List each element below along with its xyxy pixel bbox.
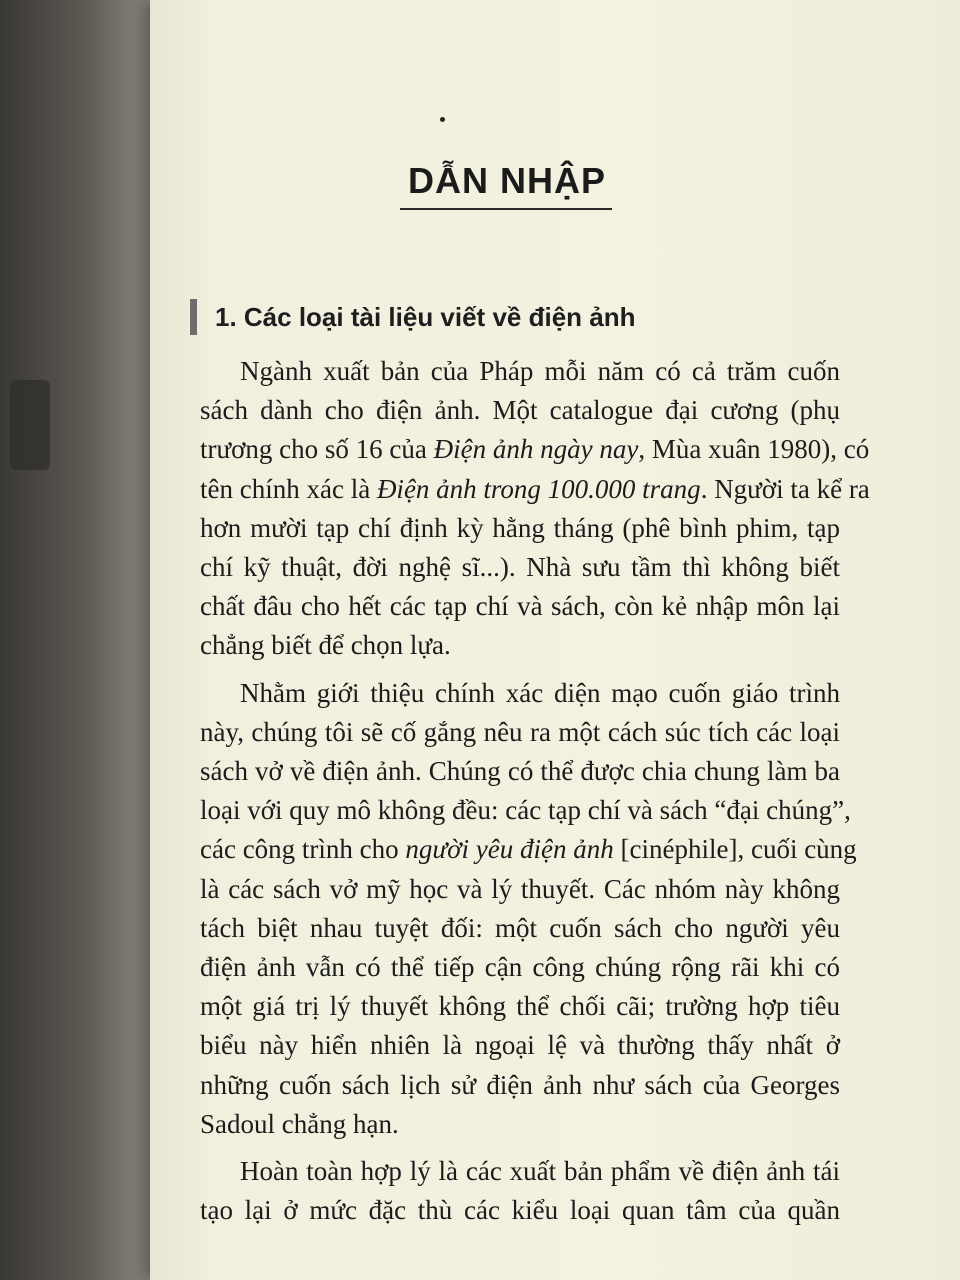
- text-run: biểu này hiển nhiên là ngoại lệ và thường thấy nhất ở: [200, 1030, 840, 1061]
- book-page: [150, 0, 960, 1280]
- ink-dot: [440, 117, 445, 122]
- text-run: tách biệt nhau tuyệt đối: một cuốn sách cho người yêu: [200, 912, 840, 943]
- text-line: [200, 752, 840, 791]
- text-run: [cinéphile], cuối cùng: [613, 834, 857, 865]
- text-run: Ngành xuất bản của Pháp mỗi năm có cả trăm cuốn: [240, 356, 840, 386]
- italic-title: Điện ảnh trong 100.000 trang: [376, 473, 701, 504]
- text-run: chẳng biết để chọn lựa.: [200, 630, 451, 661]
- paragraph: [200, 674, 857, 1144]
- italic-title: Điện ảnh ngày nay: [433, 434, 639, 465]
- text-line: [200, 626, 840, 665]
- text-run: các công trình cho: [200, 834, 406, 865]
- text-run: Hoàn toàn hợp lý là các xuất bản phẩm về điện ảnh tái: [240, 1156, 840, 1187]
- text-run: sách dành cho điện ảnh. Một catalogue đại cương (phụ: [200, 395, 840, 426]
- text-line: [200, 791, 851, 830]
- text-line: [200, 430, 870, 469]
- text-line: [200, 548, 840, 587]
- text-line: [200, 830, 857, 869]
- italic-title: người yêu điện ảnh: [405, 834, 614, 865]
- text-line: [200, 674, 840, 713]
- text-line: [200, 1026, 840, 1065]
- section-marker-bar: [190, 299, 197, 335]
- text-run: này, chúng tôi sẽ cố gắng nêu ra một cách súc tích các loại: [200, 716, 840, 747]
- text-run: một giá trị lý thuyết không thể chối cãi; trường hợp tiêu: [200, 991, 840, 1022]
- text-line: [200, 509, 840, 548]
- text-line: [200, 391, 840, 430]
- text-line: [200, 470, 870, 509]
- edge-shadow: [10, 380, 50, 470]
- body-text: [200, 352, 870, 1238]
- text-run: hơn mười tạp chí định kỳ hằng tháng (phê bình phim, tạp: [200, 512, 840, 543]
- text-run: những cuốn sách lịch sử điện ảnh như sách của Georges: [200, 1069, 840, 1100]
- previous-page-edge: [0, 0, 150, 1280]
- text-run: , Mùa xuân 1980), có: [638, 434, 870, 465]
- text-run: tạo lại ở mức đặc thù các kiểu loại quan tâm của quần: [200, 1195, 840, 1226]
- text-run: Sadoul chẳng hạn.: [200, 1108, 399, 1139]
- text-line: [200, 1152, 840, 1191]
- text-line: [200, 587, 840, 626]
- text-run: là các sách vở mỹ học và lý thuyết. Các nhóm này không: [200, 873, 840, 904]
- text-run: sách vở về điện ảnh. Chúng có thể được chia chung làm ba: [200, 756, 840, 787]
- paragraph: [200, 1152, 840, 1230]
- section-heading: [190, 297, 635, 337]
- text-run: loại với quy mô không đều: các tạp chí và sách “đại chúng”,: [200, 795, 851, 826]
- text-line: [200, 1105, 840, 1144]
- text-line: [200, 713, 840, 752]
- text-run: tên chính xác là: [200, 473, 377, 504]
- text-run: Nhằm giới thiệu chính xác diện mạo cuốn giáo trình: [240, 677, 840, 708]
- text-line: [200, 352, 840, 391]
- text-line: [200, 948, 840, 987]
- chapter-title: DẪN NHẬP: [407, 160, 606, 201]
- text-run: trương cho số 16 của: [200, 434, 434, 465]
- text-run: . Người ta kể ra: [700, 473, 870, 504]
- text-line: [200, 1066, 840, 1105]
- text-line: [200, 1191, 840, 1230]
- text-line: [200, 909, 840, 948]
- title-underline: [400, 208, 612, 210]
- section-heading-text: 1. Các loại tài liệu viết về điện ảnh: [215, 301, 636, 332]
- text-run: chất đâu cho hết các tạp chí và sách, còn kẻ nhập môn lại: [200, 591, 840, 622]
- text-run: điện ảnh vẫn có thể tiếp cận công chúng rộng rãi khi có: [200, 952, 840, 983]
- text-run: chí kỹ thuật, đời nghệ sĩ...). Nhà sưu tầm thì không biết: [200, 552, 840, 583]
- paragraph: [200, 352, 870, 666]
- text-line: [200, 987, 840, 1026]
- text-line: [200, 870, 840, 909]
